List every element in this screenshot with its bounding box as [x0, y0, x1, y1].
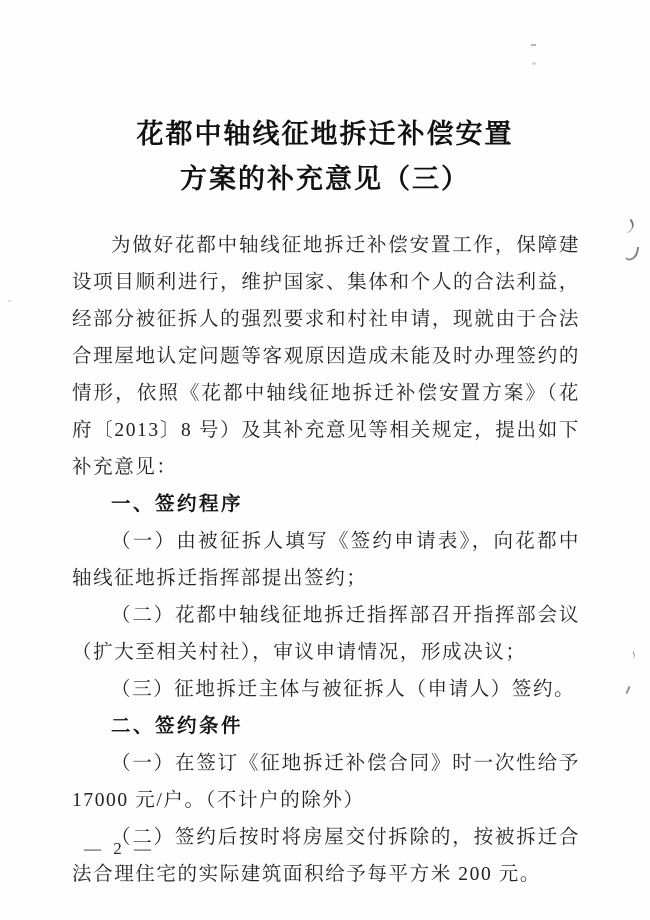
document-body — [72, 227, 580, 893]
title-line-2: 方案的补充意见（三） — [180, 164, 470, 194]
section-heading-signing-procedure: 一、签约程序 — [111, 493, 244, 515]
scan-pen-mark — [625, 686, 630, 694]
scan-pen-mark — [628, 651, 636, 660]
paragraph-procedure-item-2: （二）花都中轴线征地拆迁指挥部召开指挥部会议（扩大至相关村社），审议申请情况，形成决议； — [72, 605, 580, 663]
scan-pen-mark — [622, 219, 637, 234]
scan-speck — [8, 300, 11, 302]
document-title — [0, 0, 650, 202]
title-line-1: 花都中轴线征地拆迁补偿安置 — [136, 119, 514, 149]
paragraph-condition-item-1: （一）在签订《征地拆迁补偿合同》时一次性给予 17000 元/户。（不计户的除外） — [72, 753, 580, 811]
section-heading-signing-conditions: 二、签约条件 — [111, 715, 244, 737]
paragraph-intro: 为做好花都中轴线征地拆迁补偿安置工作，保障建设项目顺利进行，维护国家、集体和个人的合法利益，经部分被征拆人的强烈要求和村社申请，现就由于合法合理屋地认定问题等客观原因造成未能及时办理签约的情形，依照《花都中轴线征地拆迁补偿安置方案》（花府〔2013〕8 号）及其补充意见等相关规定，提出如下补充意见： — [72, 235, 580, 478]
paragraph-procedure-item-3: （三）征地拆迁主体与被征拆人（申请人）签约。 — [111, 679, 576, 700]
scan-pen-mark — [625, 245, 639, 262]
paragraph-condition-item-2: （二）签约后按时将房屋交付拆除的，按被拆迁合法合理住宅的实际建筑面积给予每平方米 200 元。 — [72, 827, 580, 885]
page-number: — 2 — — [84, 839, 155, 858]
paragraph-procedure-item-1: （一）由被征拆人填写《签约申请表》，向花都中轴线征地拆迁指挥部提出签约； — [72, 531, 580, 589]
